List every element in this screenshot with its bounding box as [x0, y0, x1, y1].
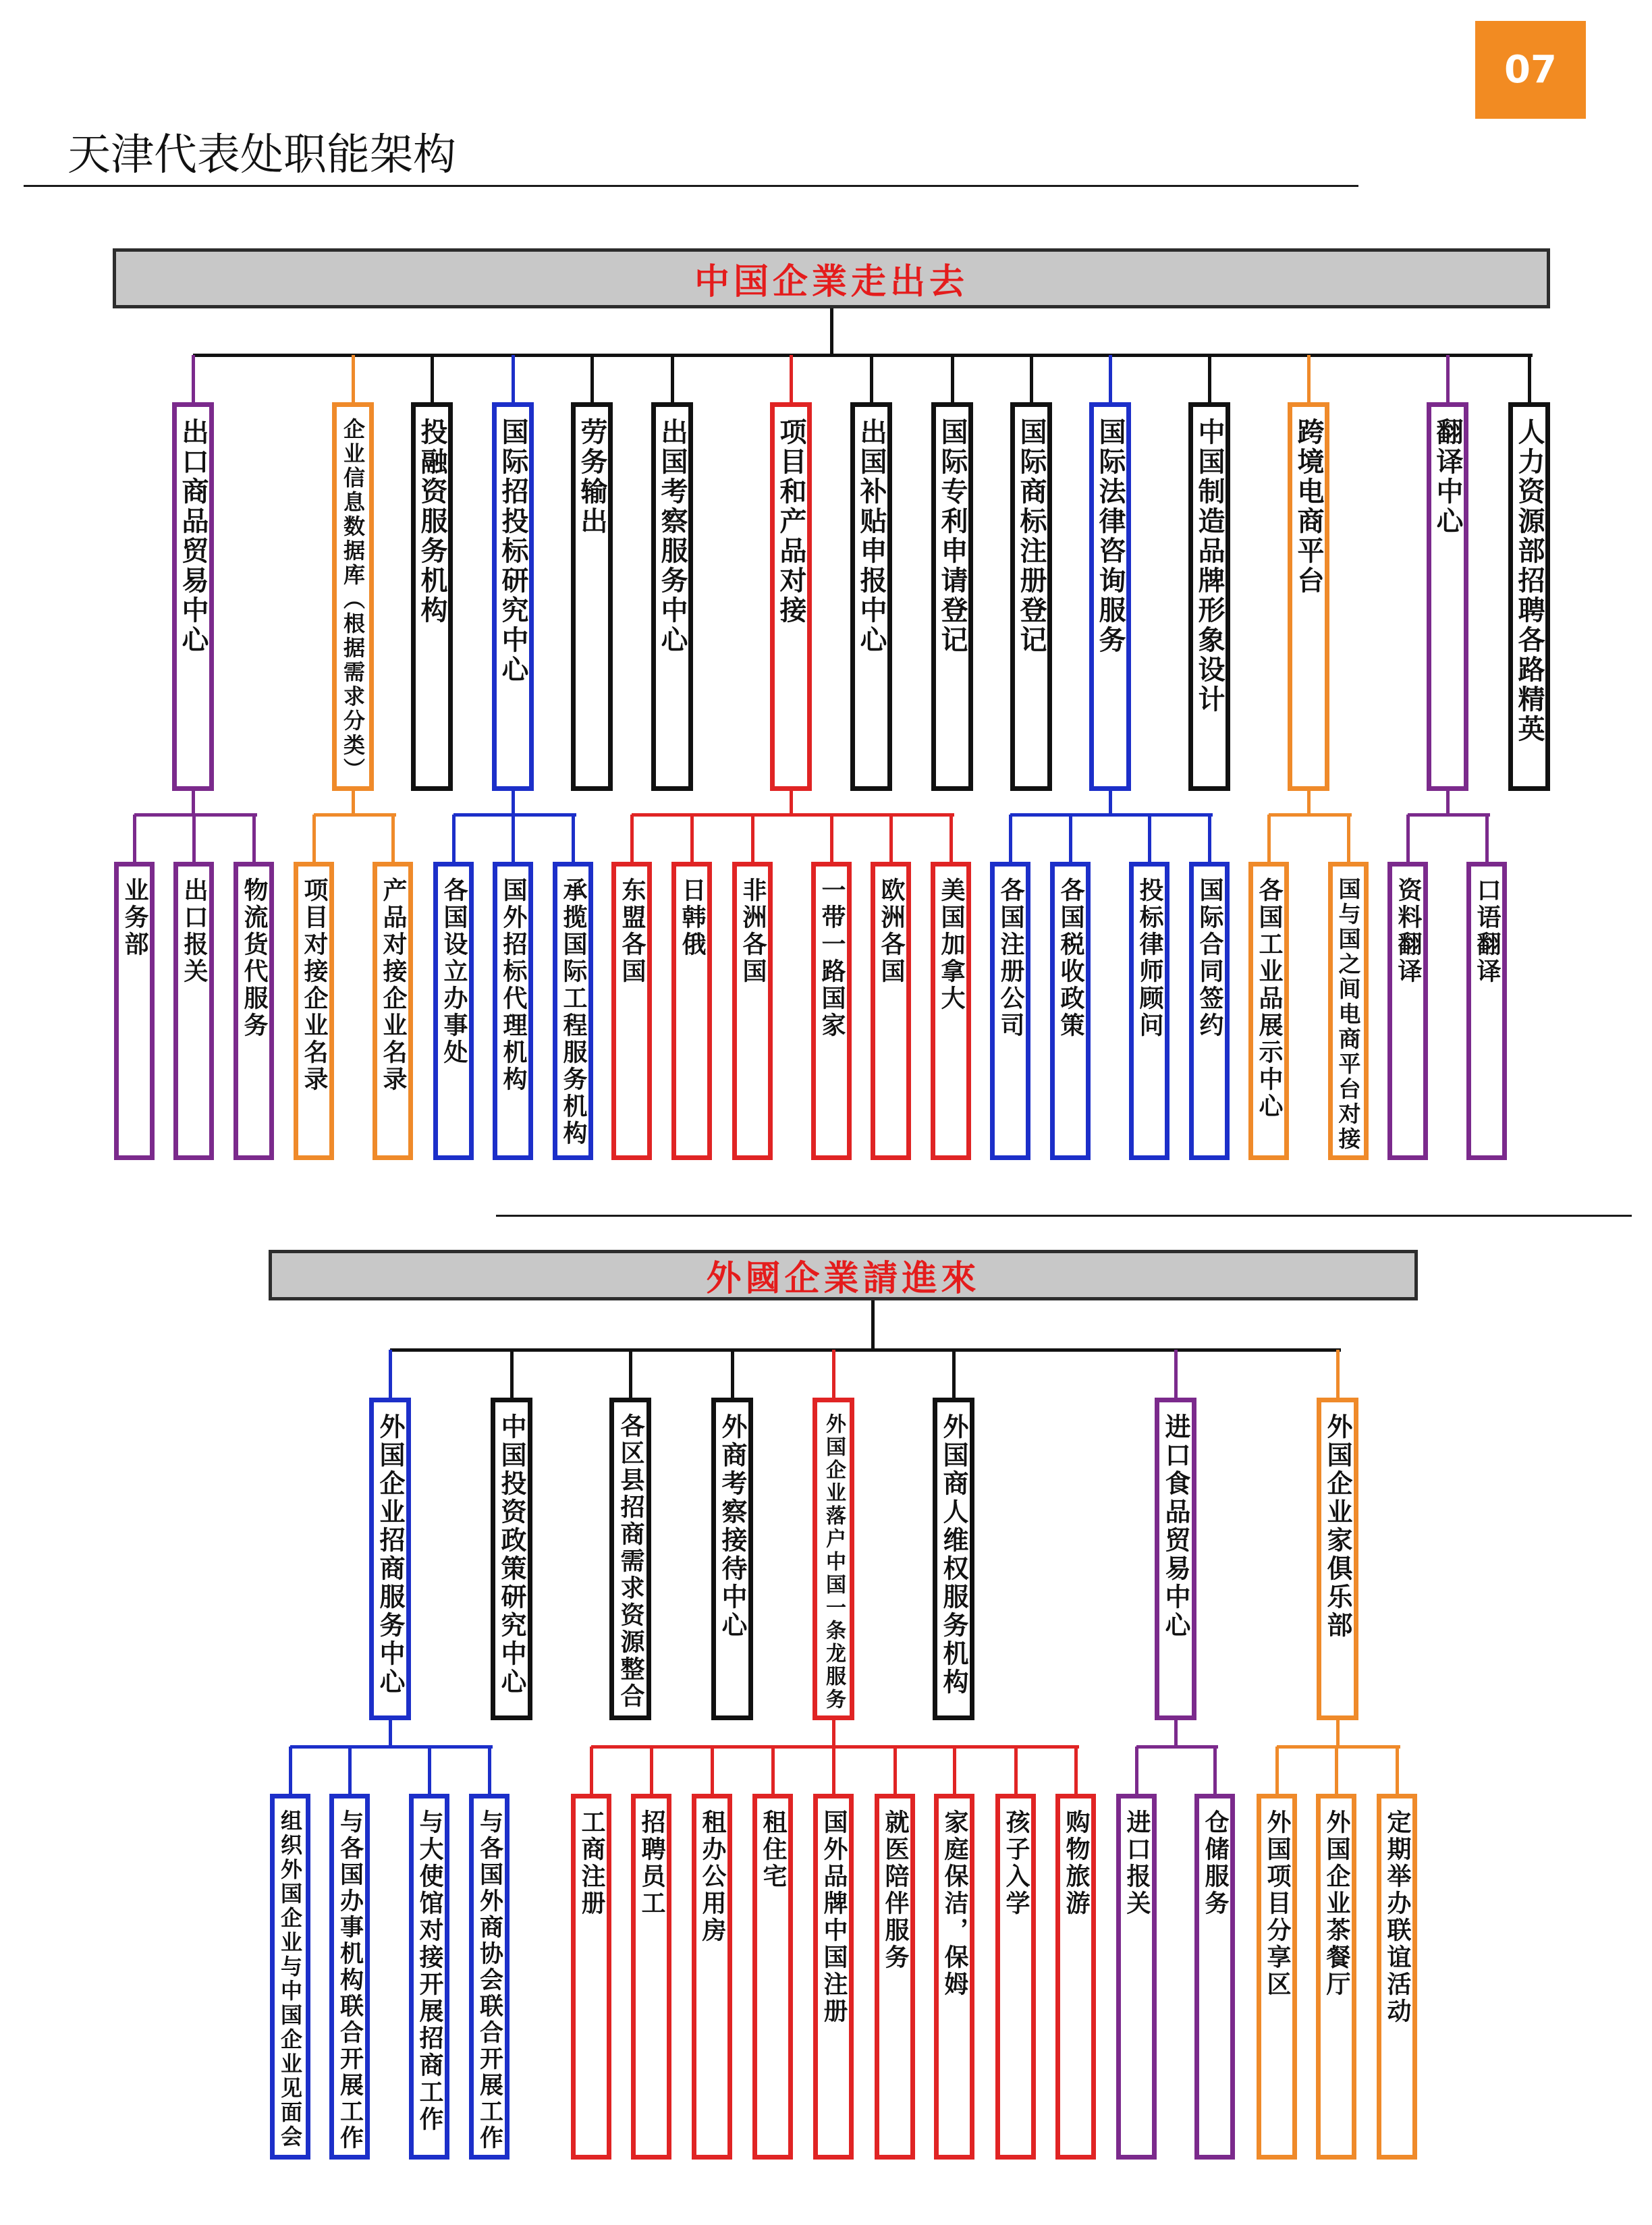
sub-box-11-1 [990, 862, 1030, 1160]
branch-connector [870, 355, 873, 402]
sub-box-5-9 [1055, 1794, 1096, 2160]
branch-box-3-label: 各区县招商需求资源整合 [617, 1413, 644, 1710]
sub-box-8-3 [1377, 1794, 1417, 2160]
branch-connector [1109, 355, 1112, 402]
sub-box-7-1 [1116, 1794, 1157, 2160]
branch-connector [629, 1350, 632, 1398]
branch-connector [1208, 355, 1211, 402]
child-stem-line [790, 791, 793, 815]
sub-box-7-5-label: 欧洲各国 [877, 877, 905, 985]
sub-box-5-8 [995, 1794, 1036, 2160]
child-connector [1267, 815, 1271, 862]
branch-box-6-label: 外国商人维权服务机构 [939, 1413, 968, 1697]
page-number-badge: 07 [1475, 21, 1586, 119]
child-bus-line [1408, 813, 1490, 817]
branch-box-4 [492, 402, 534, 791]
sub-box-5-6-label: 就医陪伴服务 [881, 1809, 909, 1971]
child-bus-line [134, 813, 257, 817]
branch-box-2-label: 企业信息数据库（根据需求分类） [340, 418, 366, 782]
sub-box-8-1 [1257, 1794, 1297, 2160]
branch-connector [431, 355, 434, 402]
branch-connector [590, 355, 594, 402]
sub-box-14-2-label: 口语翻译 [1473, 877, 1501, 985]
branch-connector [1174, 1350, 1178, 1398]
sub-box-5-7 [934, 1794, 974, 2160]
sub-box-4-2-label: 国外招标代理机构 [499, 877, 527, 1093]
sub-box-8-2-label: 外国企业茶餐厅 [1323, 1809, 1350, 1998]
section-divider [496, 1215, 1632, 1217]
branch-box-7-label: 项目和产品对接 [775, 418, 806, 626]
sub-box-7-6 [931, 862, 971, 1160]
sub-box-1-1 [270, 1794, 310, 2160]
sub-box-5-4-label: 租住宅 [759, 1809, 787, 1890]
child-bus-line [1269, 813, 1352, 817]
sub-box-11-3 [1129, 862, 1169, 1160]
branch-box-13 [1288, 402, 1329, 791]
sub-box-7-3 [732, 862, 773, 1160]
child-bus-line [314, 813, 396, 817]
branch-connector [952, 1350, 956, 1398]
trunk-line [871, 1300, 875, 1350]
branch-box-14 [1427, 402, 1468, 791]
sub-box-11-4-label: 国际合同签约 [1196, 877, 1223, 1039]
branch-connector [512, 355, 515, 402]
branch-connector [731, 1350, 734, 1398]
child-stem-line [832, 1720, 835, 1747]
child-connector [348, 1747, 352, 1794]
child-connector [312, 815, 316, 862]
branch-connector [1307, 355, 1311, 402]
branch-box-6 [651, 402, 693, 791]
sub-box-13-1 [1248, 862, 1289, 1160]
child-connector [893, 1747, 897, 1794]
sub-box-13-2-label: 国与国之间电商平台对接 [1335, 877, 1362, 1152]
sub-box-7-2 [1194, 1794, 1235, 2160]
sub-box-2-1 [294, 862, 334, 1160]
branch-box-7-label: 进口食品贸易中心 [1161, 1413, 1190, 1640]
sub-box-14-1-label: 资料翻译 [1394, 877, 1422, 985]
sub-box-1-1-label: 组织外国企业与中国企业见面会 [277, 1809, 303, 2149]
branch-connector [790, 355, 793, 402]
page-title: 天津代表处职能架构 [67, 130, 456, 180]
trunk-line [830, 308, 833, 355]
branch-box-8 [1317, 1398, 1358, 1720]
sub-box-11-1-label: 各国注册公司 [997, 877, 1024, 1039]
branch-box-5 [571, 402, 613, 791]
branch-box-2 [491, 1398, 532, 1720]
child-stem-line [352, 791, 355, 815]
branch-box-6-label: 出国考察服务中心 [657, 418, 688, 655]
sub-box-8-3-label: 定期举办联谊活动 [1383, 1809, 1411, 2025]
sub-box-5-1-label: 工商注册 [578, 1809, 605, 1917]
branch-box-8-label: 外国企业家俱乐部 [1323, 1413, 1352, 1640]
branch-box-13-label: 跨境电商平台 [1293, 418, 1324, 596]
branch-box-15 [1508, 402, 1550, 791]
branch-connector [352, 355, 355, 402]
sub-box-2-2 [373, 862, 413, 1160]
branch-connector [1030, 355, 1033, 402]
branch-box-8-label: 出国补贴申报中心 [856, 418, 887, 655]
child-connector [1213, 1747, 1217, 1794]
banner-coming-in: 外國企業請進來 [269, 1250, 1418, 1300]
sub-box-1-3-label: 物流货代服务 [240, 877, 268, 1039]
branch-box-2-label: 中国投资政策研究中心 [497, 1413, 526, 1697]
child-connector [1074, 1747, 1078, 1794]
child-connector [289, 1747, 292, 1794]
child-bus-line [453, 813, 576, 817]
branch-box-12-label: 中国制造品牌形象设计 [1194, 418, 1225, 715]
sub-box-1-2-label: 与各国办事机构联合开展工作 [336, 1809, 364, 2151]
branch-box-8 [850, 402, 892, 791]
branch-box-4 [711, 1398, 753, 1720]
sub-box-7-6-label: 美国加拿大 [937, 877, 965, 1012]
sub-box-5-4 [752, 1794, 793, 2160]
banner-going-out: 中国企業走出去 [113, 248, 1550, 308]
child-connector [690, 815, 694, 862]
branch-connector [1528, 355, 1531, 402]
branch-bus-line [193, 354, 1533, 357]
sub-box-1-3-label: 与大使馆对接开展招商工作 [416, 1809, 443, 2133]
child-stem-line [512, 791, 515, 815]
branch-box-1 [172, 402, 214, 791]
branch-box-9 [931, 402, 973, 791]
sub-box-1-2-label: 出口报关 [180, 877, 208, 985]
child-connector [1014, 1747, 1018, 1794]
child-connector [830, 815, 833, 862]
child-connector [1396, 1747, 1399, 1794]
child-stem-line [389, 1720, 392, 1747]
child-connector [428, 1747, 431, 1794]
sub-box-1-3 [233, 862, 274, 1160]
sub-box-7-4-label: 一带一路国家 [818, 877, 846, 1039]
sub-box-11-2-label: 各国税收政策 [1057, 877, 1084, 1039]
branch-box-12 [1188, 402, 1230, 791]
sub-box-1-2 [329, 1794, 370, 2160]
child-bus-line [1136, 1745, 1218, 1749]
child-connector [590, 1747, 593, 1794]
sub-box-7-2-label: 日韩俄 [678, 877, 706, 958]
child-connector [1335, 1747, 1338, 1794]
sub-box-1-4 [469, 1794, 510, 2160]
branch-box-5 [813, 1398, 854, 1720]
branch-box-15-label: 人力资源部招聘各路精英 [1514, 418, 1545, 744]
sub-box-7-5 [871, 862, 911, 1160]
branch-box-10 [1010, 402, 1052, 791]
child-connector [953, 1747, 956, 1794]
sub-box-2-2-label: 产品对接企业名录 [379, 877, 407, 1093]
child-stem-line [1446, 791, 1450, 815]
sub-box-7-1 [611, 862, 652, 1160]
branch-connector [671, 355, 674, 402]
sub-box-5-3 [692, 1794, 732, 2160]
branch-box-1 [369, 1398, 411, 1720]
sub-box-4-3-label: 承揽国际工程服务机构 [559, 877, 587, 1147]
sub-box-5-2 [631, 1794, 671, 2160]
branch-connector [389, 1350, 392, 1398]
branch-box-3-label: 投融资服务机构 [416, 418, 447, 626]
title-underline [24, 185, 1358, 187]
child-connector [488, 1747, 491, 1794]
child-connector [512, 815, 515, 862]
child-connector [1347, 815, 1350, 862]
child-connector [771, 1747, 775, 1794]
sub-box-13-1-label: 各国工业品展示中心 [1255, 877, 1283, 1120]
branch-box-2 [332, 402, 374, 791]
child-bus-line [1277, 1745, 1400, 1749]
branch-bus-line [390, 1348, 1341, 1352]
child-connector [1148, 815, 1151, 862]
sub-box-14-1 [1387, 862, 1428, 1160]
sub-box-1-1 [114, 862, 155, 1160]
sub-box-7-1-label: 进口报关 [1123, 1809, 1151, 1917]
child-bus-line [591, 1745, 1079, 1749]
child-connector [133, 815, 136, 862]
branch-connector [192, 355, 195, 402]
sub-box-4-1-label: 各国设立办事处 [440, 877, 468, 1066]
child-connector [252, 815, 256, 862]
branch-box-4-label: 外商考察接待中心 [717, 1413, 747, 1640]
sub-box-7-3-label: 非洲各国 [739, 877, 767, 985]
sub-box-1-3 [409, 1794, 449, 2160]
child-connector [1485, 815, 1489, 862]
sub-box-5-2-label: 招聘员工 [638, 1809, 665, 1917]
branch-connector [510, 1350, 514, 1398]
sub-box-5-9-label: 购物旅游 [1062, 1809, 1090, 1917]
branch-box-4-label: 国际招投标研究中心 [497, 418, 528, 685]
branch-box-7 [1155, 1398, 1196, 1720]
child-connector [1009, 815, 1012, 862]
child-connector [751, 815, 754, 862]
child-bus-line [1010, 813, 1213, 817]
branch-box-14-label: 翻译中心 [1432, 418, 1463, 537]
sub-box-5-6 [875, 1794, 915, 2160]
sub-box-5-5 [813, 1794, 854, 2160]
sub-box-5-8-label: 孩子入学 [1002, 1809, 1030, 1917]
child-connector [391, 815, 395, 862]
child-connector [1406, 815, 1410, 862]
child-connector [452, 815, 456, 862]
sub-box-11-3-label: 投标律师顾问 [1136, 877, 1163, 1039]
child-connector [650, 1747, 653, 1794]
sub-box-1-4-label: 与各国外商协会联合开展工作 [476, 1809, 503, 2151]
branch-connector [1446, 355, 1450, 402]
sub-box-7-4 [811, 862, 852, 1160]
sub-box-13-2 [1328, 862, 1369, 1160]
sub-box-5-5-label: 国外品牌中国注册 [820, 1809, 848, 2025]
child-stem-line [192, 791, 195, 815]
child-connector [1135, 1747, 1138, 1794]
branch-box-3 [411, 402, 453, 791]
sub-box-8-2 [1316, 1794, 1356, 2160]
sub-box-5-1 [571, 1794, 611, 2160]
sub-box-11-2 [1050, 862, 1091, 1160]
sub-box-1-2 [173, 862, 214, 1160]
sub-box-8-1-label: 外国项目分享区 [1263, 1809, 1291, 1998]
child-connector [711, 1747, 714, 1794]
branch-box-7 [770, 402, 812, 791]
child-connector [1275, 1747, 1279, 1794]
child-stem-line [1109, 791, 1112, 815]
branch-box-11-label: 国际法律咨询服务 [1095, 418, 1126, 655]
branch-box-9-label: 国际专利申请登记 [937, 418, 968, 655]
branch-box-1-label: 外国企业招商服务中心 [375, 1413, 405, 1697]
sub-box-2-1-label: 项目对接企业名录 [300, 877, 328, 1093]
branch-box-5-label: 外国企业落户中国一条龙服务 [822, 1413, 846, 1711]
sub-box-4-2 [493, 862, 533, 1160]
sub-box-5-7-label: 家庭保洁，保姆 [941, 1809, 968, 1998]
sub-box-14-2 [1466, 862, 1507, 1160]
sub-box-7-2-label: 仓储服务 [1201, 1809, 1229, 1917]
sub-box-7-1-label: 东盟各国 [618, 877, 646, 985]
child-connector [889, 815, 893, 862]
branch-box-6 [933, 1398, 974, 1720]
branch-box-1-label: 出口商品贸易中心 [177, 418, 209, 655]
branch-box-10-label: 国际商标注册登记 [1016, 418, 1047, 655]
child-connector [192, 815, 196, 862]
child-stem-line [1174, 1720, 1178, 1747]
branch-connector [951, 355, 954, 402]
sub-box-4-1 [433, 862, 474, 1160]
child-connector [1069, 815, 1072, 862]
branch-box-3 [609, 1398, 651, 1720]
branch-box-5-label: 劳务输出 [576, 418, 607, 537]
sub-box-7-2 [671, 862, 712, 1160]
child-connector [832, 1747, 835, 1794]
child-bus-line [290, 1745, 493, 1749]
sub-box-5-3-label: 租办公用房 [698, 1809, 726, 1944]
sub-box-1-1-label: 业务部 [121, 877, 148, 958]
sub-box-11-4 [1189, 862, 1230, 1160]
branch-connector [1336, 1350, 1340, 1398]
child-connector [572, 815, 575, 862]
child-connector [630, 815, 634, 862]
branch-box-11 [1089, 402, 1131, 791]
child-connector [949, 815, 953, 862]
child-bus-line [632, 813, 954, 817]
child-stem-line [1336, 1720, 1340, 1747]
branch-connector [832, 1350, 835, 1398]
child-stem-line [1307, 791, 1311, 815]
child-connector [1208, 815, 1211, 862]
sub-box-4-3 [553, 862, 593, 1160]
